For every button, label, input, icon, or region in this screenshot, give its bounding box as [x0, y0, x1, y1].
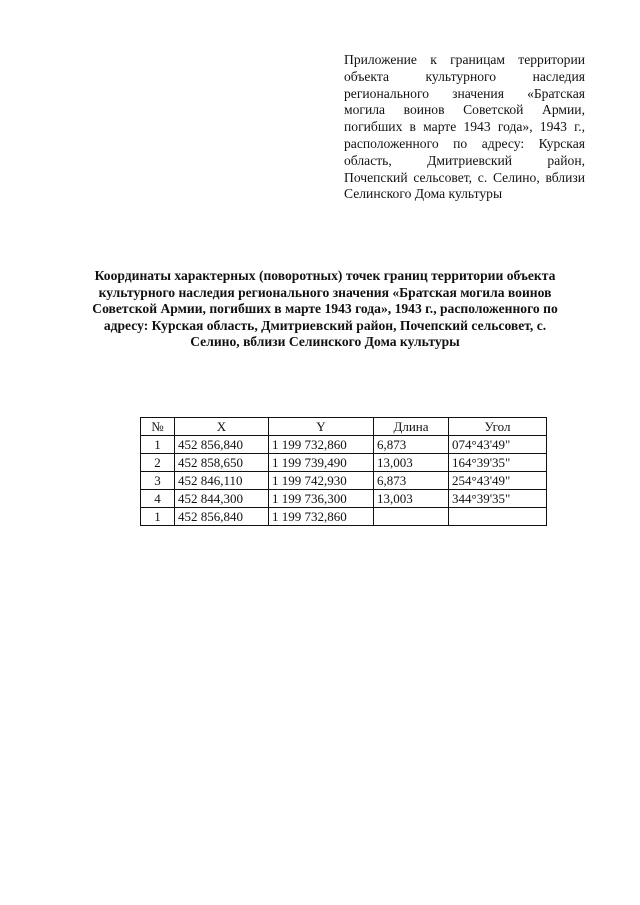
cell-angle: 344°39'35" — [449, 490, 547, 508]
cell-number: 2 — [141, 454, 175, 472]
cell-angle: 074°43'49" — [449, 436, 547, 454]
cell-number: 4 — [141, 490, 175, 508]
table-row — [141, 472, 547, 490]
table-row — [141, 454, 547, 472]
cell-number: 3 — [141, 472, 175, 490]
cell-x: 452 856,840 — [175, 436, 269, 454]
header-angle: Угол — [449, 418, 547, 436]
cell-length: 13,003 — [374, 454, 449, 472]
header-length: Длина — [374, 418, 449, 436]
cell-y: 1 199 736,300 — [269, 490, 374, 508]
cell-x: 452 858,650 — [175, 454, 269, 472]
cell-length: 6,873 — [374, 436, 449, 454]
cell-y: 1 199 739,490 — [269, 454, 374, 472]
table-row — [141, 490, 547, 508]
appendix-note: Приложение к границам территории объекта культурного наследия регионального значения «Братская могила воинов Советской Армии, погибших в марте 1943 года», 1943 г., расположенного по адресу: Курская область, Дмитриевский район, Почепский сельсовет, с. Селино, вблизи Селинского Дома культуры — [344, 52, 585, 202]
cell-length — [374, 508, 449, 526]
header-x: X — [175, 418, 269, 436]
cell-angle: 164°39'35" — [449, 454, 547, 472]
cell-x: 452 856,840 — [175, 508, 269, 526]
cell-number: 1 — [141, 436, 175, 454]
cell-number: 1 — [141, 508, 175, 526]
table-row — [141, 436, 547, 454]
cell-length: 6,873 — [374, 472, 449, 490]
header-y: Y — [269, 418, 374, 436]
cell-x: 452 844,300 — [175, 490, 269, 508]
cell-x: 452 846,110 — [175, 472, 269, 490]
coordinates-table — [140, 417, 547, 526]
document-heading: Координаты характерных (поворотных) точек границ территории объекта культурного наследия регионального значения «Братская могила воинов Советской Армии, погибших в марте 1943 года», 1943 г., расположенного по адресу: Курская область, Дмитриевский район, Почепский сельсовет, с. Селино, вблизи Селинского Дома культуры — [92, 268, 558, 350]
table-row — [141, 508, 547, 526]
cell-angle — [449, 508, 547, 526]
header-number: № — [141, 418, 175, 436]
cell-y: 1 199 742,930 — [269, 472, 374, 490]
table-header-row — [141, 418, 547, 436]
cell-angle: 254°43'49" — [449, 472, 547, 490]
cell-length: 13,003 — [374, 490, 449, 508]
cell-y: 1 199 732,860 — [269, 508, 374, 526]
cell-y: 1 199 732,860 — [269, 436, 374, 454]
